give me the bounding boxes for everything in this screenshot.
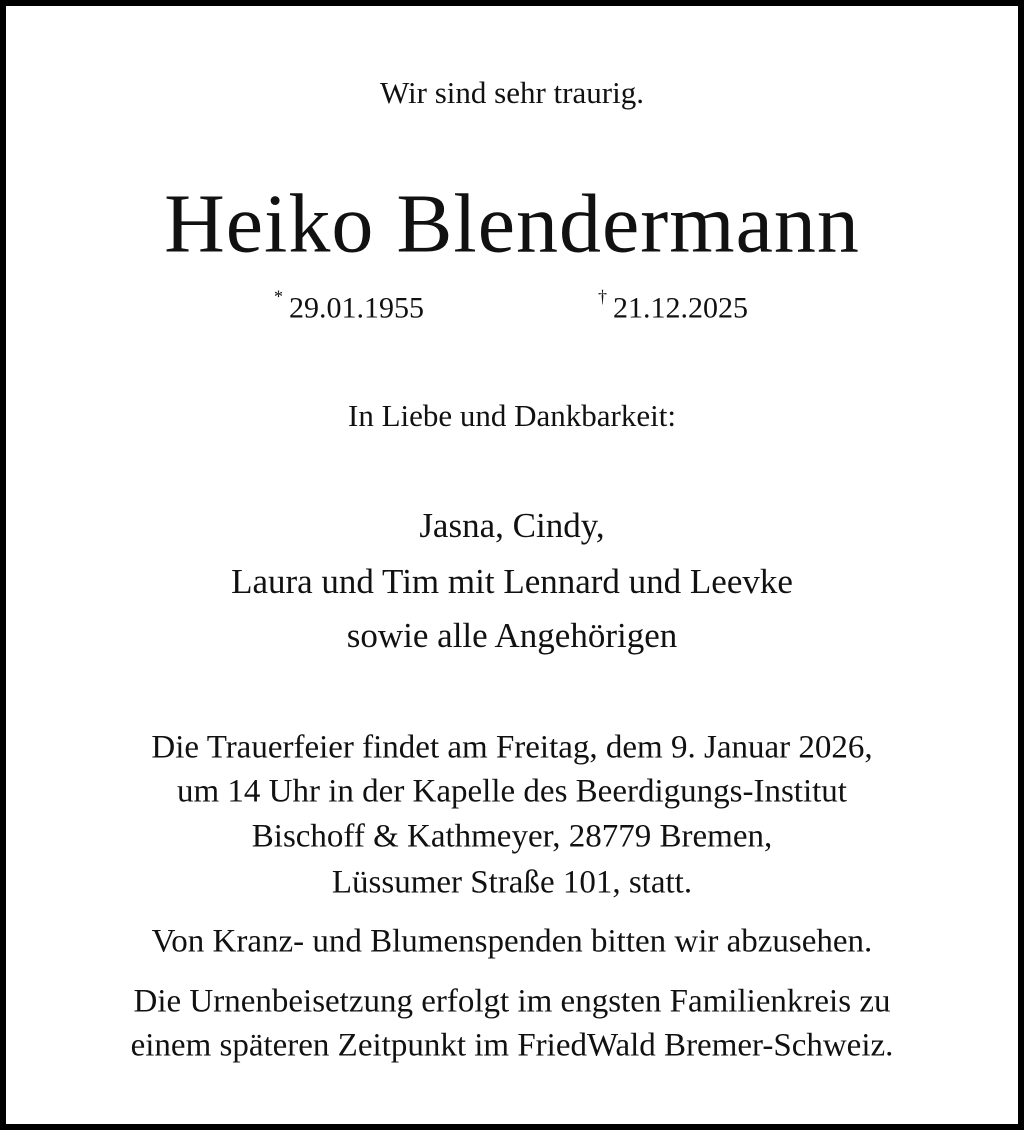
intro-text: Wir sind sehr traurig. bbox=[380, 75, 644, 110]
family-line: Jasna, Cindy, bbox=[419, 506, 605, 545]
burial-line: Die Urnenbeisetzung erfolgt im engsten Familienkreis zu bbox=[133, 983, 891, 1020]
birth-date bbox=[274, 286, 424, 326]
birth-date-text: 29.01.1955 bbox=[289, 291, 424, 325]
family-line: sowie alle Angehörigen bbox=[346, 616, 678, 655]
family-line: Laura und Tim mit Lennard und Leevke bbox=[231, 562, 793, 601]
death-cross-icon: † bbox=[598, 286, 607, 307]
flowers-text: Von Kranz- und Blumenspenden bitten wir abzusehen. bbox=[151, 923, 873, 960]
deceased-name: Heiko Blendermann bbox=[164, 177, 860, 271]
funeral-line: Bischoff & Kathmeyer, 28779 Bremen, bbox=[251, 818, 773, 855]
death-date-text: 21.12.2025 bbox=[613, 291, 748, 325]
burial-line: einem späteren Zeitpunkt im FriedWald Bremer-Schweiz. bbox=[130, 1027, 894, 1064]
birth-star-icon: * bbox=[274, 286, 283, 307]
death-date bbox=[598, 286, 748, 326]
funeral-line: Lüssumer Straße 101, statt. bbox=[331, 864, 693, 901]
funeral-line: Die Trauerfeier findet am Freitag, dem 9. Januar 2026, bbox=[151, 729, 873, 766]
funeral-line: um 14 Uhr in der Kapelle des Beerdigungs-Institut bbox=[177, 773, 847, 810]
thanks-text: In Liebe und Dankbarkeit: bbox=[348, 398, 676, 433]
